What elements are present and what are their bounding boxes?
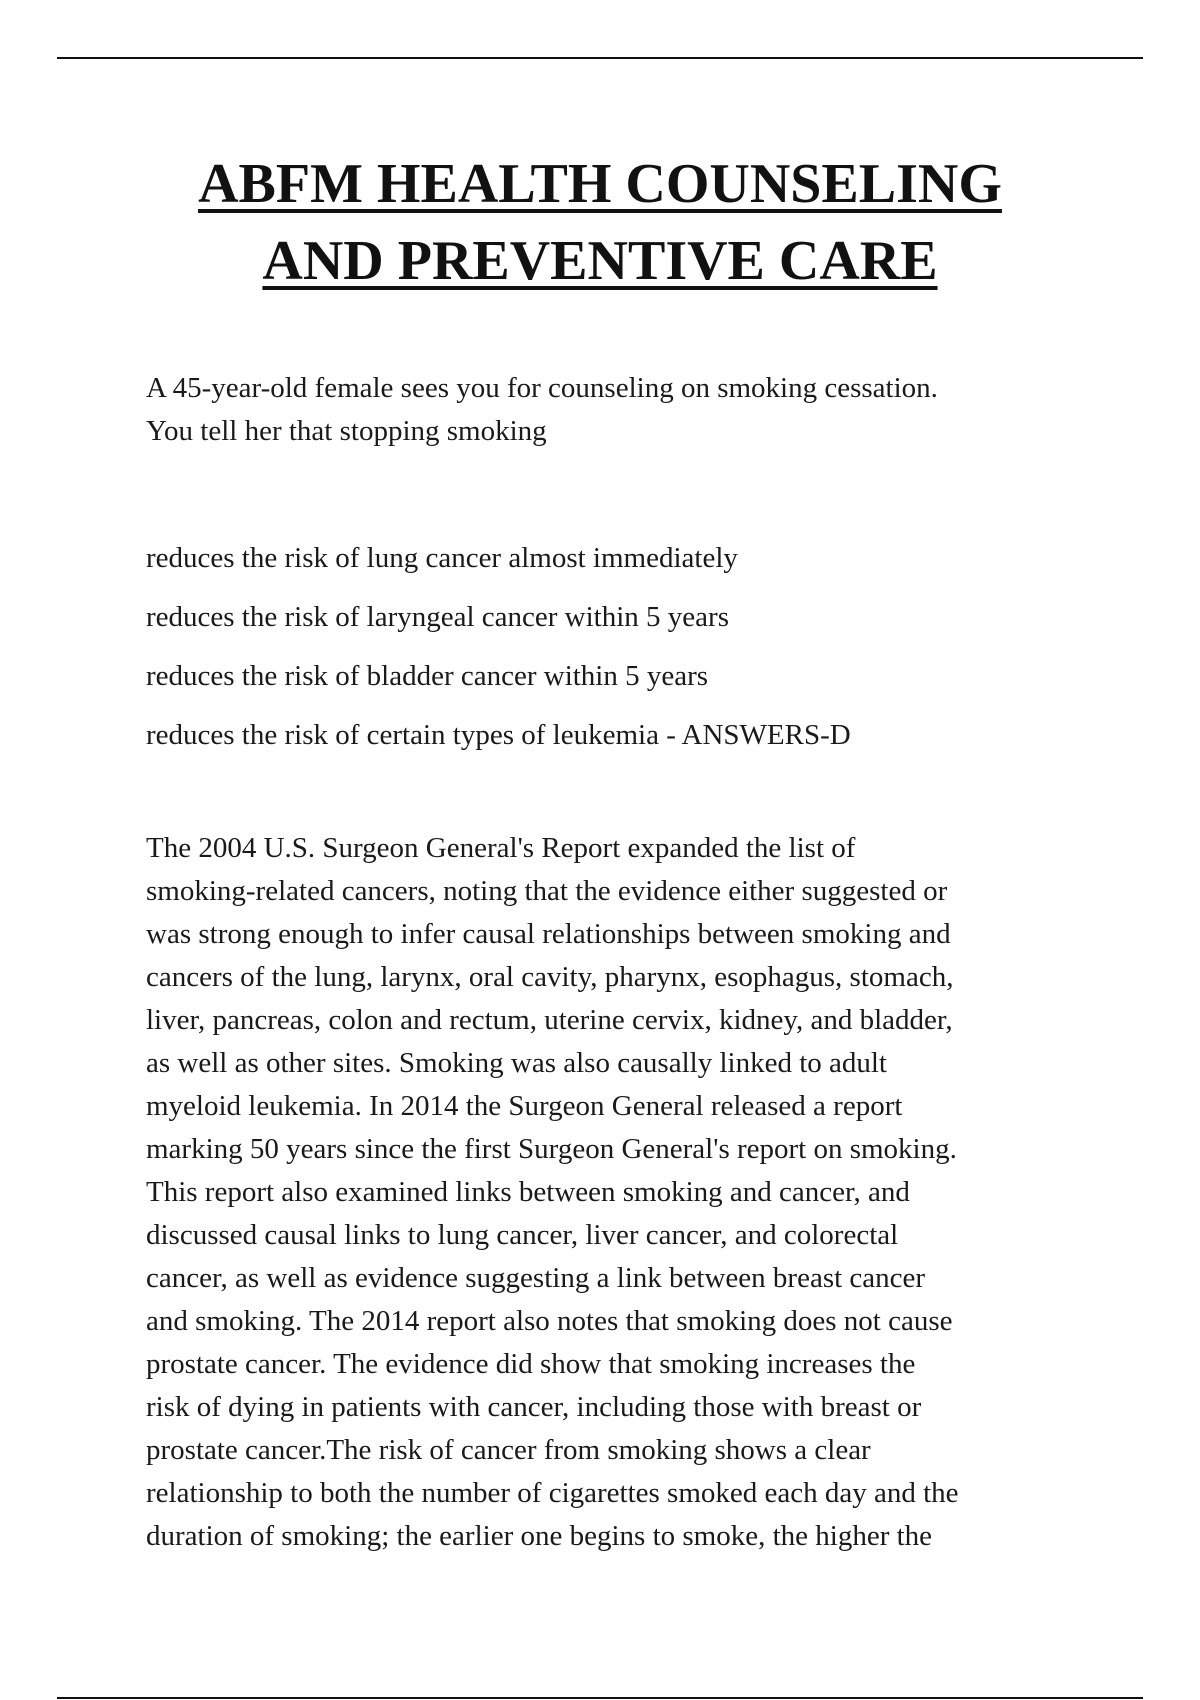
title-line-1: ABFM HEALTH COUNSELING: [198, 153, 1002, 215]
footer-rule: [57, 1697, 1143, 1699]
explanation-line: prostate cancer. The evidence did show that smoking increases the: [146, 1348, 916, 1380]
answer-option-a: reduces the risk of lung cancer almost immediately: [146, 542, 738, 574]
explanation-line: This report also examined links between smoking and cancer, and: [146, 1176, 910, 1208]
title-line-2: AND PREVENTIVE CARE: [262, 230, 938, 292]
answer-options: [146, 529, 1076, 765]
answer-option-c: reduces the risk of bladder cancer within 5 years: [146, 660, 709, 692]
explanation-line: liver, pancreas, colon and rectum, uterine cervix, kidney, and bladder,: [146, 1004, 953, 1036]
explanation-line: marking 50 years since the first Surgeon General's report on smoking.: [146, 1133, 957, 1165]
explanation-line: duration of smoking; the earlier one begins to smoke, the higher the: [146, 1520, 933, 1552]
page-title: [0, 146, 1200, 300]
explanation-line: prostate cancer.The risk of cancer from smoking shows a clear: [146, 1434, 871, 1466]
explanation-line: discussed causal links to lung cancer, liver cancer, and colorectal: [146, 1219, 899, 1251]
explanation-line: as well as other sites. Smoking was also causally linked to adult: [146, 1047, 887, 1079]
answer-option-b: reduces the risk of laryngeal cancer within 5 years: [146, 601, 729, 633]
question-line-2: You tell her that stopping smoking: [146, 415, 547, 447]
explanation-line: cancers of the lung, larynx, oral cavity, pharynx, esophagus, stomach,: [146, 961, 954, 993]
explanation-line: cancer, as well as evidence suggesting a link between breast cancer: [146, 1262, 926, 1294]
explanation-line: and smoking. The 2014 report also notes that smoking does not cause: [146, 1305, 953, 1337]
question-stem: [146, 367, 1076, 453]
header-rule: [57, 57, 1143, 59]
explanation-line: smoking-related cancers, noting that the evidence either suggested or: [146, 875, 948, 907]
answer-option-d: reduces the risk of certain types of leukemia - ANSWERS-D: [146, 719, 851, 751]
answer-explanation: [146, 827, 1076, 1558]
question-line-1: A 45-year-old female sees you for counseling on smoking cessation.: [146, 372, 938, 404]
explanation-line: The 2004 U.S. Surgeon General's Report expanded the list of: [146, 832, 856, 864]
explanation-line: risk of dying in patients with cancer, including those with breast or: [146, 1391, 922, 1423]
explanation-line: was strong enough to infer causal relationships between smoking and: [146, 918, 951, 950]
explanation-line: myeloid leukemia. In 2014 the Surgeon General released a report: [146, 1090, 903, 1122]
explanation-line: relationship to both the number of cigarettes smoked each day and the: [146, 1477, 959, 1509]
